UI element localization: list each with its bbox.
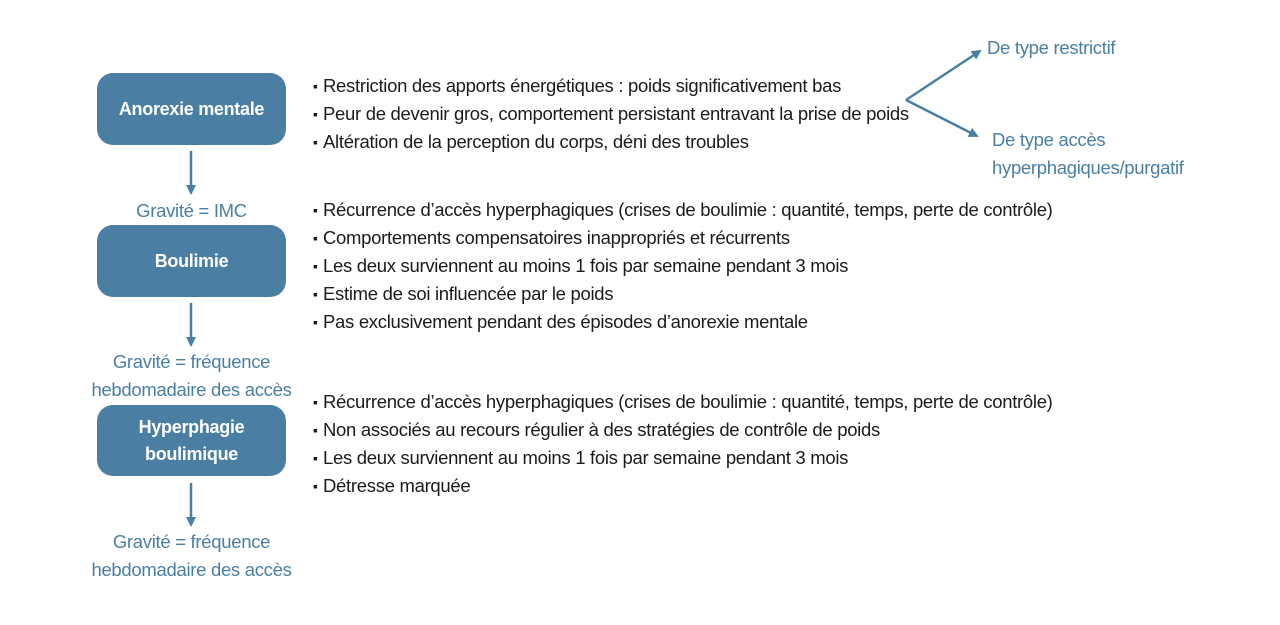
bullet-icon: ▪ bbox=[313, 78, 318, 94]
arrow-to-purgative-subtype bbox=[906, 100, 977, 136]
list-item: ▪ Les deux surviennent au moins 1 fois par semaine pendant 3 mois bbox=[313, 252, 1053, 280]
subtype-restrictif: De type restrictif bbox=[987, 37, 1116, 58]
list-item: ▪ Altération de la perception du corps, déni des troubles bbox=[313, 128, 909, 156]
box-hyperphagie-boulimique bbox=[97, 405, 286, 476]
list-item: ▪ Récurrence d’accès hyperphagiques (crises de boulimie : quantité, temps, perte de contrôle) bbox=[313, 196, 1053, 224]
bullet-icon: ▪ bbox=[313, 450, 318, 466]
list-item: ▪ Les deux surviennent au moins 1 fois par semaine pendant 3 mois bbox=[313, 444, 1053, 472]
bullet-icon: ▪ bbox=[313, 106, 318, 122]
list-item: ▪ Pas exclusivement pendant des épisodes d’anorexie mentale bbox=[313, 308, 1053, 336]
severity-hyperphagie: Gravité = fréquence hebdomadaire des accès bbox=[91, 531, 292, 580]
box-anorexie-mentale bbox=[97, 73, 286, 145]
box-label: Hyperphagie boulimique bbox=[138, 416, 245, 464]
bullet-icon: ▪ bbox=[313, 422, 318, 438]
criteria-list-hyperphagie bbox=[313, 388, 1053, 500]
bullet-icon: ▪ bbox=[313, 230, 318, 246]
box-label: Anorexie mentale bbox=[118, 98, 265, 119]
bullet-icon: ▪ bbox=[313, 202, 318, 218]
arrow-to-restrictive-subtype bbox=[906, 51, 980, 100]
bullet-icon: ▪ bbox=[313, 286, 318, 302]
severity-boulimie: Gravité = fréquence hebdomadaire des accès bbox=[91, 351, 292, 400]
subtype-purgatif: De type accès hyperphagiques/purgatif bbox=[992, 129, 1184, 178]
list-item: ▪ Récurrence d’accès hyperphagiques (crises de boulimie : quantité, temps, perte de contrôle) bbox=[313, 388, 1053, 416]
box-label: Boulimie bbox=[154, 250, 229, 271]
bullet-icon: ▪ bbox=[313, 258, 318, 274]
list-item: ▪ Restriction des apports énergétiques : poids significativement bas bbox=[313, 72, 909, 100]
list-item: ▪ Comportements compensatoires inappropriés et récurrents bbox=[313, 224, 1053, 252]
bullet-icon: ▪ bbox=[313, 478, 318, 494]
bullet-icon: ▪ bbox=[313, 134, 318, 150]
list-item: ▪ Peur de devenir gros, comportement persistant entravant la prise de poids bbox=[313, 100, 909, 128]
severity-anorexie: Gravité = IMC bbox=[136, 200, 247, 221]
list-item: ▪ Détresse marquée bbox=[313, 472, 1053, 500]
box-boulimie bbox=[97, 225, 286, 297]
bullet-icon: ▪ bbox=[313, 394, 318, 410]
criteria-list-anorexie bbox=[313, 72, 909, 156]
list-item: ▪ Non associés au recours régulier à des stratégies de contrôle de poids bbox=[313, 416, 1053, 444]
bullet-icon: ▪ bbox=[313, 314, 318, 330]
list-item: ▪ Estime de soi influencée par le poids bbox=[313, 280, 1053, 308]
criteria-list-boulimie bbox=[313, 196, 1053, 336]
